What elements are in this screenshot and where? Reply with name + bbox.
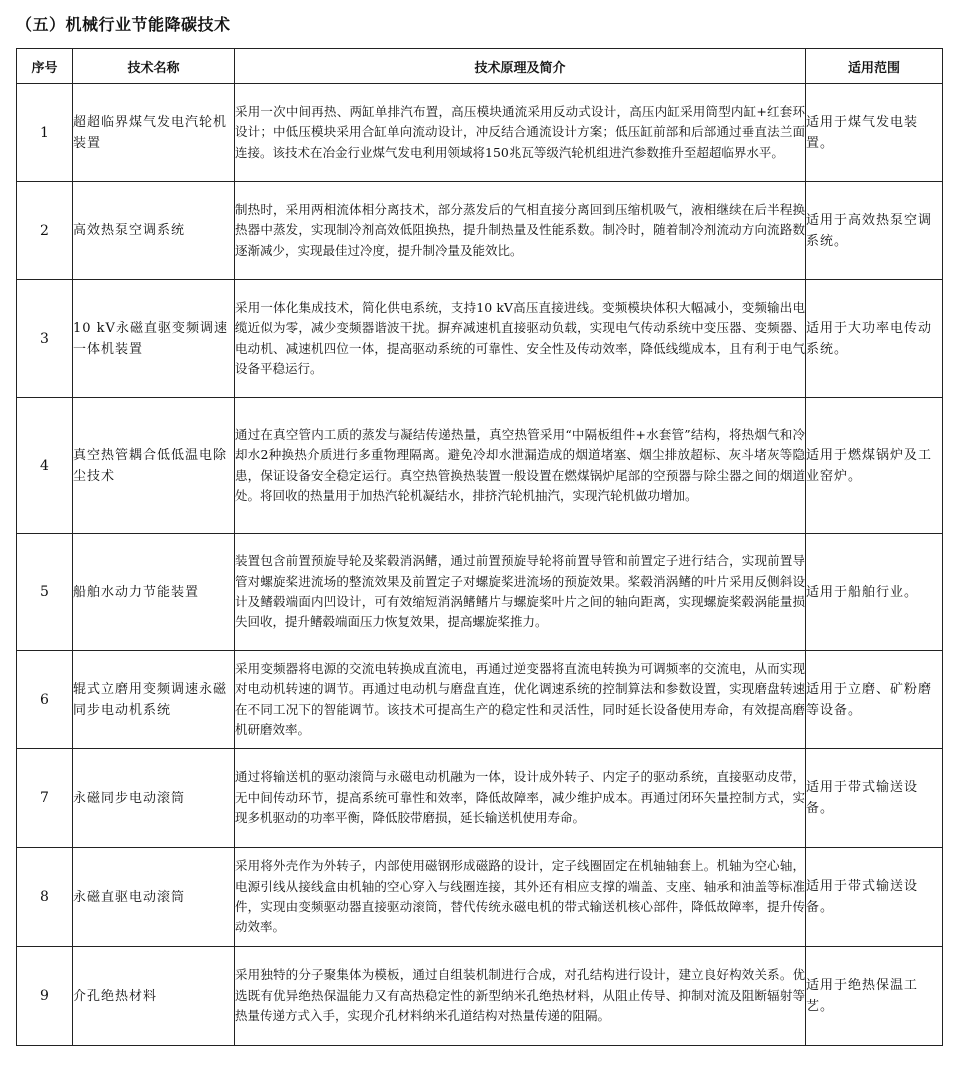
application-scope: 适用于带式输送设备。 [806, 749, 943, 848]
row-number: 4 [17, 398, 73, 534]
technology-description: 装置包含前置预旋导轮及桨毂消涡鳍，通过前置预旋导轮将前置导管和前置定子进行结合，实现前置导管对螺旋桨进流场的整流效果及前置定子对螺旋桨进流场的预旋效果。桨毂消涡鳍的叶片采用反侧斜设计及鳍毂端面内凹设计，可有效缩短消涡鳍鳍片与螺旋桨叶片之间的轴向距离，实现螺旋桨毂涡能量损失回收，提升鳍毂端面压力恢复效果，提高螺旋桨推力。 [235, 534, 806, 651]
technology-name: 高效热泵空调系统 [73, 182, 235, 280]
tech-table [16, 48, 943, 1046]
technology-description: 通过在真空管内工质的蒸发与凝结传递热量，真空热管采用“中隔板组件+水套管”结构，将热烟气和冷却水2种换热介质进行多重物理隔离。避免冷却水泄漏造成的烟道堵塞、烟尘排放超标、灰斗堵灰等隐患，保证设备安全稳定运行。真空热管换热装置一般设置在燃煤锅炉尾部的空预器与除尘器之间的烟道处。将回收的热量用于加热汽轮机凝结水，排挤汽轮机抽汽，实现汽轮机做功增加。 [235, 398, 806, 534]
row-number: 2 [17, 182, 73, 280]
table-row [17, 84, 943, 182]
technology-description: 通过将输送机的驱动滚筒与永磁电动机融为一体，设计成外转子、内定子的驱动系统，直接驱动皮带，无中间传动环节，提高系统可靠性和效率，降低故障率，减少维护成本。再通过闭环矢量控制方式，实现多机驱动的功率平衡，降低胶带磨损，延长输送机使用寿命。 [235, 749, 806, 848]
row-number: 8 [17, 848, 73, 947]
table-header-row [17, 49, 943, 84]
technology-name: 10 kV永磁直驱变频调速一体机装置 [73, 280, 235, 398]
technology-name: 永磁同步电动滚筒 [73, 749, 235, 848]
technology-name: 超超临界煤气发电汽轮机装置 [73, 84, 235, 182]
table-row [17, 651, 943, 749]
technology-description: 采用一次中间再热、两缸单排汽布置，高压模块通流采用反动式设计，高压内缸采用筒型内缸+红套环设计；中低压模块采用合缸单向流动设计，冲反结合通流设计方案；低压缸前部和后部通过垂直法兰面连接。该技术在冶金行业煤气发电利用领域将150兆瓦等级汽轮机组进汽参数推升至超超临界水平。 [235, 84, 806, 182]
row-number: 3 [17, 280, 73, 398]
row-number: 6 [17, 651, 73, 749]
application-scope: 适用于大功率电传动系统。 [806, 280, 943, 398]
table-row [17, 848, 943, 947]
application-scope: 适用于高效热泵空调系统。 [806, 182, 943, 280]
header-scope: 适用范围 [806, 49, 943, 84]
table-row [17, 182, 943, 280]
technology-name: 船舶水动力节能装置 [73, 534, 235, 651]
table-row [17, 534, 943, 651]
application-scope: 适用于船舶行业。 [806, 534, 943, 651]
application-scope: 适用于带式输送设备。 [806, 848, 943, 947]
table-row [17, 280, 943, 398]
row-number: 9 [17, 947, 73, 1046]
technology-description: 制热时，采用两相流体相分离技术，部分蒸发后的气相直接分离回到压缩机吸气，液相继续在后半程换热器中蒸发，实现制冷剂高效低阻换热，提升制热量及性能系数。制冷时，随着制冷剂流动方向流路数逐渐减少，实现最佳过冷度，提升制冷量及能效比。 [235, 182, 806, 280]
technology-name: 辊式立磨用变频调速永磁同步电动机系统 [73, 651, 235, 749]
technology-description: 采用变频器将电源的交流电转换成直流电，再通过逆变器将直流电转换为可调频率的交流电，从而实现对电动机转速的调节。再通过电动机与磨盘直连，优化调速系统的控制算法和参数设置，实现磨盘转速在不同工况下的智能调节。该技术可提高生产的稳定性和灵活性，同时延长设备使用寿命，有效提高磨机研磨效率。 [235, 651, 806, 749]
application-scope: 适用于绝热保温工艺。 [806, 947, 943, 1046]
table-row [17, 947, 943, 1046]
technology-name: 永磁直驱电动滚筒 [73, 848, 235, 947]
section-title: （五）机械行业节能降碳技术 [16, 15, 231, 34]
technology-name: 真空热管耦合低低温电除尘技术 [73, 398, 235, 534]
row-number: 7 [17, 749, 73, 848]
application-scope: 适用于煤气发电装置。 [806, 84, 943, 182]
technology-description: 采用一体化集成技术，简化供电系统，支持10 kV高压直接进线。变频模块体积大幅减小，变频输出电缆近似为零，减少变频器谐波干扰。摒弃减速机直接驱动负载，实现电气传动系统中变压器、变频器、电动机、减速机四位一体，提高驱动系统的可靠性、安全性及传动效率，降低线缆成本，且有利于电气设备平稳运行。 [235, 280, 806, 398]
header-desc: 技术原理及简介 [235, 49, 806, 84]
row-number: 5 [17, 534, 73, 651]
row-number: 1 [17, 84, 73, 182]
application-scope: 适用于燃煤锅炉及工业窑炉。 [806, 398, 943, 534]
technology-description: 采用独特的分子聚集体为模板，通过自组装机制进行合成，对孔结构进行设计，建立良好构效关系。优选既有优异绝热保温能力又有高热稳定性的新型纳米孔绝热材料，从阻止传导、抑制对流及阻断辐射等热量传递方式入手，实现介孔材料纳米孔道结构对热量传递的阻隔。 [235, 947, 806, 1046]
header-no: 序号 [17, 49, 73, 84]
technology-description: 采用将外壳作为外转子，内部使用磁钢形成磁路的设计，定子线圈固定在机轴轴套上。机轴为空心轴，电源引线从接线盒由机轴的空心穿入与线圈连接，其外还有相应支撑的端盖、支座、轴承和油盖等标准件，实现由变频驱动器直接驱动滚筒，替代传统永磁电机的带式输送机核心部件，降低故障率，提升传动效率。 [235, 848, 806, 947]
application-scope: 适用于立磨、矿粉磨等设备。 [806, 651, 943, 749]
technology-name: 介孔绝热材料 [73, 947, 235, 1046]
header-name: 技术名称 [73, 49, 235, 84]
table-row [17, 749, 943, 848]
table-row [17, 398, 943, 534]
